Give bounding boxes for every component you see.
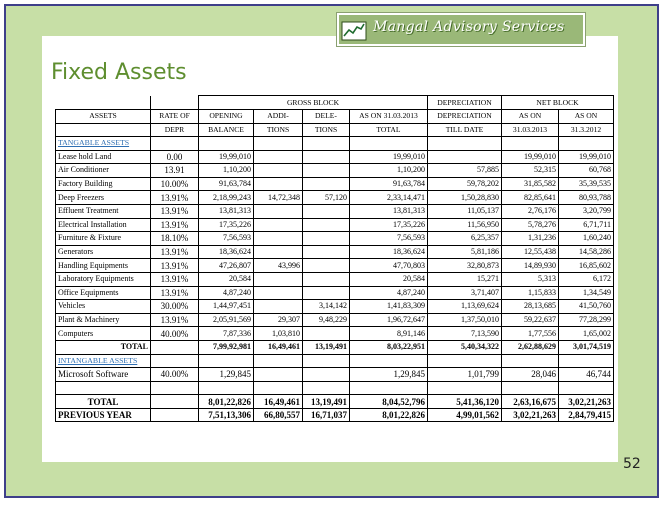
asset-name: Handling Equipments	[56, 259, 151, 273]
asset-opening: 1,29,845	[199, 368, 254, 382]
asset-nb12: 1,34,549	[559, 286, 614, 300]
col-as-on: AS ON 31.03.2013	[350, 110, 428, 124]
asset-nb13: 2,62,88,629	[502, 340, 559, 354]
asset-dep: 57,885	[428, 164, 502, 178]
asset-opening: 2,05,91,569	[199, 313, 254, 327]
asset-rate: 30.00%	[151, 300, 199, 314]
asset-total: 17,35,226	[350, 218, 428, 232]
table-row	[56, 191, 614, 205]
asset-dep: 59,78,202	[428, 177, 502, 191]
asset-rate	[151, 395, 199, 409]
brand-name: Mangal Advisory Services	[373, 19, 565, 35]
asset-dep: 5,40,34,322	[428, 340, 502, 354]
asset-name: Plant & Machinery	[56, 313, 151, 327]
asset-name: TOTAL	[56, 340, 151, 354]
asset-name: TOTAL	[56, 395, 151, 409]
asset-add	[254, 245, 303, 259]
asset-opening: 91,63,784	[199, 177, 254, 191]
asset-add: 16,49,461	[254, 340, 303, 354]
asset-opening: 7,51,13,306	[199, 408, 254, 422]
asset-del	[303, 232, 350, 246]
asset-nb13: 28,046	[502, 368, 559, 382]
asset-nb13: 31,85,582	[502, 177, 559, 191]
page-title: Fixed Assets	[51, 60, 187, 85]
asset-add	[254, 272, 303, 286]
table-row	[56, 408, 614, 422]
asset-add	[254, 300, 303, 314]
asset-opening: 13,81,313	[199, 204, 254, 218]
asset-nb12: 3,20,799	[559, 204, 614, 218]
asset-nb12: 80,93,788	[559, 191, 614, 205]
table-row	[56, 232, 614, 246]
table-row	[56, 177, 614, 191]
asset-name: Computers	[56, 327, 151, 341]
table-row	[56, 164, 614, 178]
asset-add	[254, 177, 303, 191]
col-rate: RATE OF	[151, 110, 199, 124]
col-net-2012: AS ON	[559, 110, 614, 124]
asset-del	[303, 327, 350, 341]
asset-nb13: 14,89,930	[502, 259, 559, 273]
asset-opening: 8,01,22,826	[199, 395, 254, 409]
page-number: 52	[623, 456, 641, 472]
asset-dep: 11,56,950	[428, 218, 502, 232]
asset-total: 91,63,784	[350, 177, 428, 191]
col-additions-2: TIONS	[254, 123, 303, 137]
asset-opening: 4,87,240	[199, 286, 254, 300]
asset-nb12: 1,60,240	[559, 232, 614, 246]
asset-rate: 40.00%	[151, 327, 199, 341]
asset-name: Furniture & Fixture	[56, 232, 151, 246]
asset-opening: 7,87,336	[199, 327, 254, 341]
table-row	[56, 313, 614, 327]
col-opening: OPENING	[199, 110, 254, 124]
asset-name: Vehicles	[56, 300, 151, 314]
col-blank	[56, 123, 151, 137]
asset-nb12: 3,01,74,519	[559, 340, 614, 354]
col-additions: ADDI-	[254, 110, 303, 124]
table-row	[56, 272, 614, 286]
asset-opening: 20,584	[199, 272, 254, 286]
asset-dep: 1,50,28,830	[428, 191, 502, 205]
col-rate-2: DEPR	[151, 123, 199, 137]
asset-rate	[151, 340, 199, 354]
table-row	[56, 286, 614, 300]
col-deletions-2: TIONS	[303, 123, 350, 137]
header-net-block: NET BLOCK	[502, 96, 614, 110]
col-total-2: TOTAL	[350, 123, 428, 137]
asset-rate: 18.10%	[151, 232, 199, 246]
col-net-2013: AS ON	[502, 110, 559, 124]
asset-opening: 2,18,99,243	[199, 191, 254, 205]
asset-nb13: 1,77,556	[502, 327, 559, 341]
asset-total: 18,36,624	[350, 245, 428, 259]
col-net-2012-2: 31.3.2012	[559, 123, 614, 137]
asset-total: 1,41,83,309	[350, 300, 428, 314]
asset-nb12: 3,02,21,263	[559, 395, 614, 409]
asset-opening: 7,56,593	[199, 232, 254, 246]
asset-total: 13,81,313	[350, 204, 428, 218]
asset-total: 7,56,593	[350, 232, 428, 246]
asset-del	[303, 245, 350, 259]
asset-nb12: 16,85,602	[559, 259, 614, 273]
asset-nb12: 35,39,535	[559, 177, 614, 191]
asset-name: Factory Building	[56, 177, 151, 191]
asset-del	[303, 259, 350, 273]
asset-add: 66,80,557	[254, 408, 303, 422]
asset-nb13: 12,55,438	[502, 245, 559, 259]
table-row	[56, 245, 614, 259]
asset-name: Laboratory Equipments	[56, 272, 151, 286]
asset-name: Lease hold Land	[56, 150, 151, 164]
table-row	[56, 204, 614, 218]
asset-opening: 1,44,97,451	[199, 300, 254, 314]
asset-total: 47,70,803	[350, 259, 428, 273]
asset-total: 8,03,22,951	[350, 340, 428, 354]
asset-nb13: 2,76,176	[502, 204, 559, 218]
asset-del	[303, 368, 350, 382]
asset-del: 16,71,037	[303, 408, 350, 422]
asset-dep: 3,71,407	[428, 286, 502, 300]
asset-del: 9,48,229	[303, 313, 350, 327]
table-row	[56, 340, 614, 354]
asset-del: 57,120	[303, 191, 350, 205]
asset-total: 8,04,52,796	[350, 395, 428, 409]
asset-add: 29,307	[254, 313, 303, 327]
asset-nb12: 41,50,760	[559, 300, 614, 314]
asset-nb12: 14,58,286	[559, 245, 614, 259]
col-depreciation-2: TILL DATE	[428, 123, 502, 137]
asset-dep: 6,25,357	[428, 232, 502, 246]
asset-name: Microsoft Software	[56, 368, 151, 382]
asset-del	[303, 218, 350, 232]
table-row	[56, 395, 614, 409]
asset-rate: 13.91%	[151, 286, 199, 300]
tangible-section-label: TANGABLE ASSETS	[56, 137, 151, 151]
header-blank	[56, 96, 151, 110]
asset-dep: 1,37,50,010	[428, 313, 502, 327]
asset-rate	[151, 408, 199, 422]
asset-dep	[428, 150, 502, 164]
asset-total: 4,87,240	[350, 286, 428, 300]
asset-name: Deep Freezers	[56, 191, 151, 205]
asset-del	[303, 177, 350, 191]
asset-add: 1,03,810	[254, 327, 303, 341]
asset-dep: 11,05,137	[428, 204, 502, 218]
asset-total: 20,584	[350, 272, 428, 286]
asset-nb12: 6,172	[559, 272, 614, 286]
col-assets: ASSETS	[56, 110, 151, 124]
asset-del	[303, 164, 350, 178]
asset-total: 19,99,010	[350, 150, 428, 164]
asset-name: Office Equipments	[56, 286, 151, 300]
asset-name: Effluent Treatment	[56, 204, 151, 218]
asset-add	[254, 232, 303, 246]
asset-total: 1,29,845	[350, 368, 428, 382]
asset-nb12: 1,65,002	[559, 327, 614, 341]
asset-opening: 17,35,226	[199, 218, 254, 232]
asset-opening: 18,36,624	[199, 245, 254, 259]
asset-add: 16,49,461	[254, 395, 303, 409]
asset-nb13: 52,315	[502, 164, 559, 178]
asset-total: 8,91,146	[350, 327, 428, 341]
asset-rate: 13.91%	[151, 218, 199, 232]
asset-rate: 13.91	[151, 164, 199, 178]
asset-add: 43,996	[254, 259, 303, 273]
asset-opening: 7,99,92,981	[199, 340, 254, 354]
asset-dep: 32,80,873	[428, 259, 502, 273]
asset-nb12: 2,84,79,415	[559, 408, 614, 422]
asset-nb13: 59,22,637	[502, 313, 559, 327]
asset-del: 13,19,491	[303, 340, 350, 354]
table-row	[56, 327, 614, 341]
asset-nb12: 46,744	[559, 368, 614, 382]
asset-add	[254, 218, 303, 232]
table-row	[56, 218, 614, 232]
brand-banner	[337, 13, 585, 46]
asset-rate: 10.00%	[151, 177, 199, 191]
asset-del: 3,14,142	[303, 300, 350, 314]
asset-name: Air Conditioner	[56, 164, 151, 178]
asset-del	[303, 286, 350, 300]
asset-nb13: 5,78,276	[502, 218, 559, 232]
asset-nb13: 82,85,641	[502, 191, 559, 205]
asset-rate: 13.91%	[151, 313, 199, 327]
asset-nb12: 60,768	[559, 164, 614, 178]
asset-opening: 19,99,010	[199, 150, 254, 164]
asset-nb13: 3,02,21,263	[502, 408, 559, 422]
asset-del	[303, 204, 350, 218]
asset-rate: 13.91%	[151, 259, 199, 273]
asset-rate: 13.91%	[151, 272, 199, 286]
asset-dep: 15,271	[428, 272, 502, 286]
asset-dep: 5,81,186	[428, 245, 502, 259]
asset-rate: 13.91%	[151, 245, 199, 259]
asset-total: 2,33,14,471	[350, 191, 428, 205]
asset-dep: 5,41,36,120	[428, 395, 502, 409]
asset-nb13: 2,63,16,675	[502, 395, 559, 409]
asset-nb12: 19,99,010	[559, 150, 614, 164]
asset-name: Electrical Installation	[56, 218, 151, 232]
table-row	[56, 259, 614, 273]
asset-add	[254, 368, 303, 382]
intangible-section-label: INTANGABLE ASSETS	[56, 354, 151, 368]
fixed-assets-table	[55, 95, 614, 422]
asset-del	[303, 150, 350, 164]
asset-add	[254, 150, 303, 164]
table-row	[56, 368, 614, 382]
asset-rate: 40.00%	[151, 368, 199, 382]
asset-total: 1,96,72,647	[350, 313, 428, 327]
asset-nb13: 19,99,010	[502, 150, 559, 164]
asset-total: 1,10,200	[350, 164, 428, 178]
asset-del	[303, 272, 350, 286]
asset-nb13: 1,31,236	[502, 232, 559, 246]
asset-add	[254, 286, 303, 300]
table-row	[56, 300, 614, 314]
asset-dep: 1,01,799	[428, 368, 502, 382]
col-net-2013-2: 31.03.2013	[502, 123, 559, 137]
col-depreciation: DEPRECIATION	[428, 110, 502, 124]
asset-dep: 7,13,590	[428, 327, 502, 341]
asset-nb12: 6,71,711	[559, 218, 614, 232]
asset-dep: 1,13,69,624	[428, 300, 502, 314]
asset-nb13: 28,13,685	[502, 300, 559, 314]
asset-nb13: 1,15,833	[502, 286, 559, 300]
header-depreciation: DEPRECIATION	[428, 96, 502, 110]
col-deletions: DELE-	[303, 110, 350, 124]
asset-total: 8,01,22,826	[350, 408, 428, 422]
asset-name: Generators	[56, 245, 151, 259]
asset-nb12: 77,28,299	[559, 313, 614, 327]
asset-dep: 4,99,01,562	[428, 408, 502, 422]
growth-chart-icon	[341, 21, 367, 41]
asset-rate: 13.91%	[151, 204, 199, 218]
asset-add	[254, 204, 303, 218]
table-row	[56, 150, 614, 164]
asset-opening: 47,26,807	[199, 259, 254, 273]
header-blank	[151, 96, 199, 110]
asset-name: PREVIOUS YEAR	[56, 408, 151, 422]
asset-add	[254, 164, 303, 178]
col-opening-2: BALANCE	[199, 123, 254, 137]
asset-del: 13,19,491	[303, 395, 350, 409]
asset-rate: 13.91%	[151, 191, 199, 205]
asset-nb13: 5,313	[502, 272, 559, 286]
header-gross-block: GROSS BLOCK	[199, 96, 428, 110]
asset-rate: 0.00	[151, 150, 199, 164]
asset-opening: 1,10,200	[199, 164, 254, 178]
asset-add: 14,72,348	[254, 191, 303, 205]
